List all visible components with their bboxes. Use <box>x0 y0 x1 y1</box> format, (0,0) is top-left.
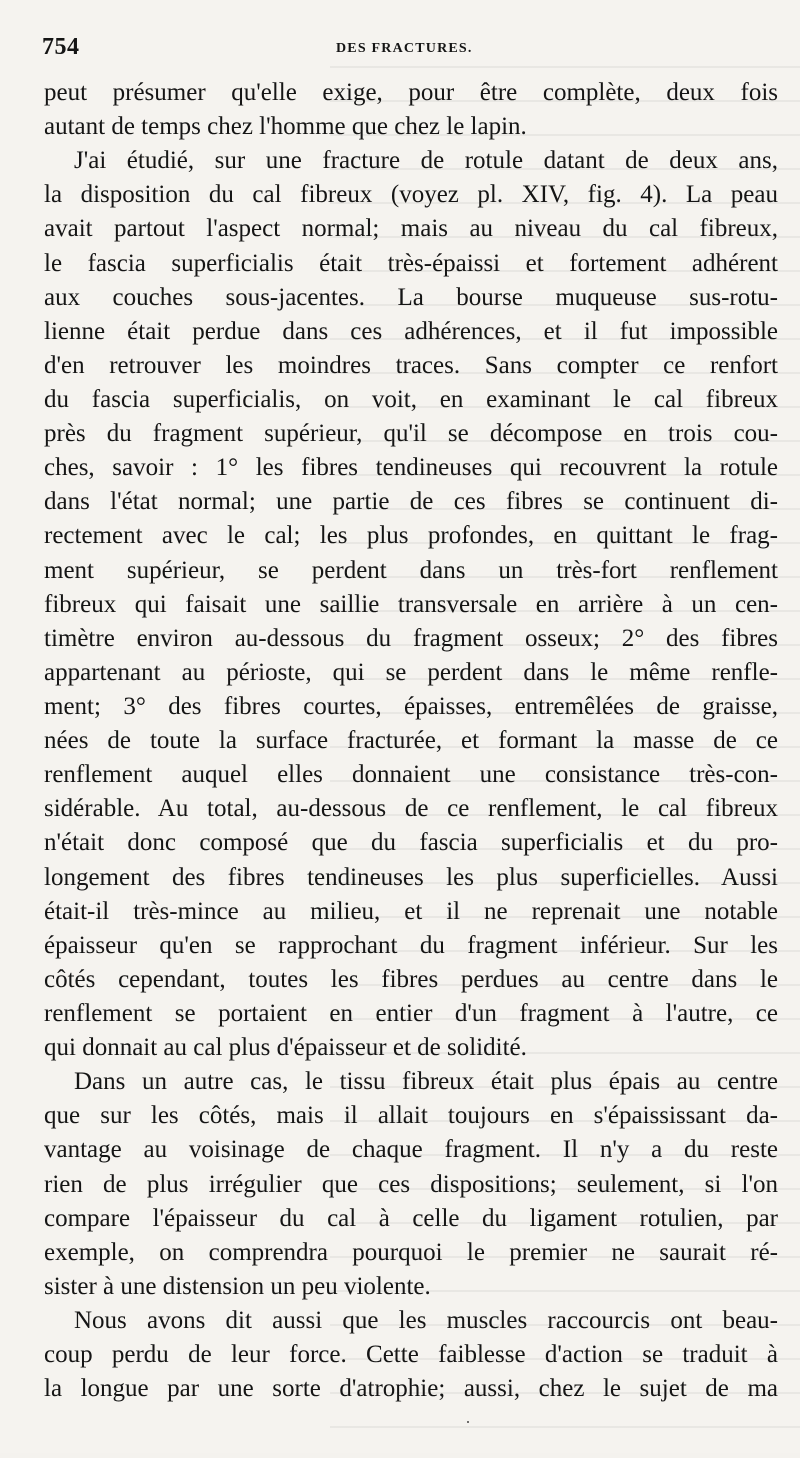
text-line: renflement se portaient en entier d'un fragment à l'autre, ce <box>44 999 778 1027</box>
text-line: Nous avons dit aussi que les muscles raccourcis ont beau- <box>74 1306 778 1334</box>
text-line: J'ai étudié, sur une fracture de rotule datant de deux ans, <box>74 147 778 175</box>
page-number: 754 <box>42 34 80 60</box>
text-line: compare l'épaisseur du cal à celle du ligament rotulien, par <box>44 1204 778 1232</box>
text-line: côtés cependant, toutes les fibres perdues au centre dans le <box>44 965 778 993</box>
text-line: lienne était perdue dans ces adhérences, et il fut impossible <box>44 317 778 345</box>
text-line: peut présumer qu'elle exige, pour être complète, deux fois <box>44 79 778 106</box>
text-line: Dans un autre cas, le tissu fibreux était plus épais au centre <box>74 1068 778 1096</box>
text-line: longement des fibres tendineuses les plus superficielles. Aussi <box>44 863 778 891</box>
text-line: qui donnait au cal plus d'épaisseur et de solidité. <box>44 1034 527 1062</box>
text-line: coup perdu de leur force. Cette faiblesse d'action se traduit à <box>44 1341 778 1369</box>
text-line: sister à une distension un peu violente. <box>44 1272 431 1300</box>
text-line: rectement avec le cal; les plus profondes, en quittant le frag- <box>44 522 778 550</box>
text-line: était-il très-mince au milieu, et il ne reprenait une notable <box>44 897 778 925</box>
text-line: épaisseur qu'en se rapprochant du fragment inférieur. Sur les <box>44 931 778 959</box>
text-line: la disposition du cal fibreux (voyez pl. XIV, fig. 4). La peau <box>44 181 778 209</box>
text-line: timètre environ au-dessous du fragment osseux; 2° des fibres <box>44 624 778 652</box>
text-line: le fascia superficialis était très-épaissi et fortement adhérent <box>44 249 778 277</box>
text-line: que sur les côtés, mais il allait toujours en s'épaississant da- <box>44 1102 778 1130</box>
text-line: du fascia superficialis, on voit, en examinant le cal fibreux <box>44 385 778 413</box>
text-line: renflement auquel elles donnaient une consistance très-con- <box>44 761 778 789</box>
text-line: ment supérieur, se perdent dans un très-fort renflement <box>44 556 778 584</box>
text-line: près du fragment supérieur, qu'il se décompose en trois cou- <box>44 420 778 448</box>
body-text <box>44 76 778 1406</box>
text-line: dans l'état normal; une partie de ces fibres se continuent di- <box>44 488 778 516</box>
text-line: appartenant au périoste, qui se perdent dans le même renfle- <box>44 658 778 686</box>
text-line: nées de toute la surface fracturée, et formant la masse de ce <box>44 727 778 755</box>
text-line: ches, savoir : 1° les fibres tendineuses qui recouvrent la rotule <box>44 454 778 482</box>
text-line: ment; 3° des fibres courtes, épaisses, entremêlées de graisse, <box>44 692 778 720</box>
text-line: sidérable. Au total, au-dessous de ce renflement, le cal fibreux <box>44 795 778 823</box>
text-line: vantage au voisinage de chaque fragment. Il n'y a du reste <box>44 1136 778 1164</box>
text-line: n'était donc composé que du fascia superficialis et du pro- <box>44 829 778 857</box>
running-head: DES FRACTURES. <box>336 41 473 56</box>
text-line: la longue par une sorte d'atrophie; aussi, chez le sujet de ma <box>44 1375 778 1403</box>
print-dot <box>467 1421 469 1423</box>
page-header <box>42 34 762 64</box>
text-line: autant de temps chez l'homme que chez le lapin. <box>44 113 527 141</box>
text-line: exemple, on comprendra pourquoi le premier ne saurait ré- <box>44 1238 778 1266</box>
text-line: avait partout l'aspect normal; mais au niveau du cal fibreux, <box>44 215 778 243</box>
text-line: aux couches sous-jacentes. La bourse muqueuse sus-rotu- <box>44 283 778 311</box>
text-line: d'en retrouver les moindres traces. Sans compter ce renfort <box>44 351 778 379</box>
text-line: rien de plus irrégulier que ces dispositions; seulement, si l'on <box>44 1170 778 1198</box>
text-line: fibreux qui faisait une saillie transversale en arrière à un cen- <box>44 590 778 618</box>
